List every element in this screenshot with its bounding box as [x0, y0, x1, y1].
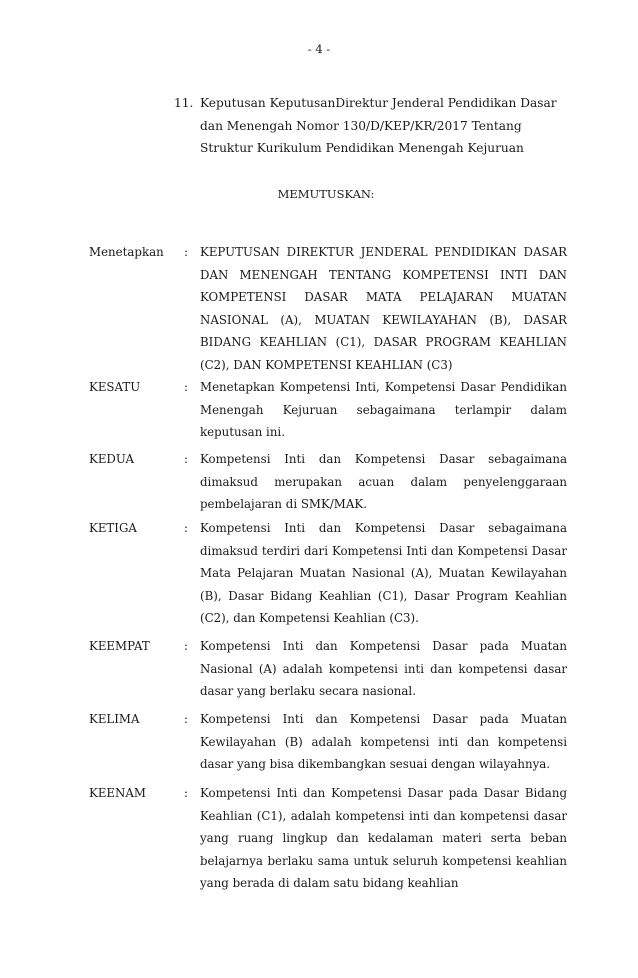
decree-text: Kompetensi Inti dan Kompetensi Dasar pada Muatan Nasional (A) adalah kompetensi inti dan kompetensi dasar dasar yang berlaku secara nasional.	[200, 639, 567, 698]
decree-label: KETIGA	[89, 521, 137, 535]
decree-label: KELIMA	[89, 712, 140, 726]
decree-row-kedua	[89, 448, 571, 516]
colon-separator: :	[184, 639, 188, 653]
colon-separator: :	[184, 245, 188, 259]
decree-label: KESATU	[89, 380, 141, 394]
item-text: Keputusan KeputusanDirektur Jenderal Pendidikan Dasar dan Menengah Nomor 130/D/KEP/KR/2017 Tentang Struktur Kurikulum Pendidikan Menengah Kejuruan	[200, 96, 557, 155]
decree-label: KEEMPAT	[89, 639, 150, 653]
decree-text: Kompetensi Inti dan Kompetensi Dasar pada Muatan Kewilayahan (B) adalah kompetensi inti dan kompetensi dasar yang bisa dikembangkan sesuai dengan wilayahnya.	[200, 712, 567, 771]
decree-row-kesatu	[89, 376, 571, 444]
colon-separator: :	[184, 786, 188, 800]
page-number: - 4 -	[307, 42, 331, 56]
decree-text: Kompetensi Inti dan Kompetensi Dasar sebagaimana dimaksud merupakan acuan dalam penyelenggaraan pembelajaran di SMK/MAK.	[200, 452, 567, 511]
colon-separator: :	[184, 452, 188, 466]
decree-row-kelima	[89, 708, 571, 776]
considering-item	[174, 92, 574, 160]
decree-text: Kompetensi Inti dan Kompetensi Dasar pada Dasar Bidang Keahlian (C1), adalah kompetensi inti dan kompetensi dasar yang ruang lingkup dan kedalaman materi serta beban belajarnya berlaku sama untuk seluruh kompetensi keahlian yang berada di dalam satu bidang keahlian	[200, 786, 567, 890]
decision-heading: MEMUTUSKAN:	[277, 187, 375, 201]
colon-separator: :	[184, 521, 188, 535]
decree-label: KEDUA	[89, 452, 134, 466]
item-number: 11.	[174, 96, 194, 110]
colon-separator: :	[184, 712, 188, 726]
decree-text: KEPUTUSAN DIREKTUR JENDERAL PENDIDIKAN DASAR DAN MENENGAH TENTANG KOMPETENSI INTI DAN KOMPETENSI DASAR MATA PELAJARAN MUATAN NASIONAL (A), MUATAN KEWILAYAHAN (B), DASAR BIDANG KEAHLIAN (C1), DASAR PROGRAM KEAHLIAN (C2), DAN KOMPETENSI KEAHLIAN (C3)	[200, 245, 567, 372]
decree-label: Menetapkan	[89, 245, 164, 259]
colon-separator: :	[184, 380, 188, 394]
decree-text: Menetapkan Kompetensi Inti, Kompetensi Dasar Pendidikan Menengah Kejuruan sebagaimana terlampir dalam keputusan ini.	[200, 380, 567, 439]
decree-row-menetapkan	[89, 241, 571, 376]
decree-row-keempat	[89, 635, 571, 703]
decree-row-ketiga	[89, 517, 571, 630]
decree-row-keenam	[89, 782, 571, 895]
decree-text: Kompetensi Inti dan Kompetensi Dasar sebagaimana dimaksud terdiri dari Kompetensi Inti dan Kompetensi Dasar Mata Pelajaran Muatan Nasional (A), Muatan Kewilayahan (B), Dasar Bidang Keahlian (C1), Dasar Program Keahlian (C2), dan Kompetensi Keahlian (C3).	[200, 521, 567, 625]
decree-label: KEENAM	[89, 786, 146, 800]
